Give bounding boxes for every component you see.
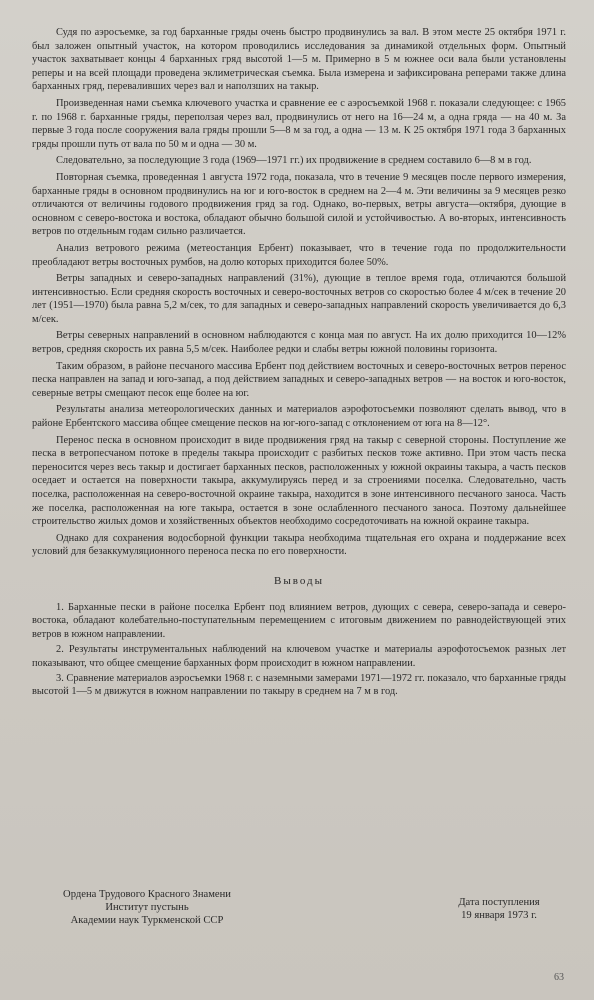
affiliation-line: Институт пустынь xyxy=(105,902,189,913)
paragraph: Таким образом, в районе песчаного массива Ербент под действием восточных и северо-восточных ветров перенос песка направлен на запад и юго-запад, а под действием западных и северо-западных ветров — на восток и юго-восток, северные ветры смещают песок еще более на юг. xyxy=(32,360,566,399)
article-body xyxy=(32,26,566,559)
paragraph: Судя по аэросъемке, за год барханные гряды очень быстро продвинулись за вал. В этом месте 25 октября 1971 г. был заложен опытный участок, на котором проводились исследования за динамикой отдельных форм. Опытный участок захватывает концы 4 барханных гряд высотой 1—5 м. Примерно в 5 м южнее оси вала были установлены реперы и на всей площади проведена эклиметрическая съемка. Была измерена и зафиксирована реперами также длина барханных гряд, переваливших через вал и наползших на такыр. xyxy=(32,27,566,93)
affiliation-line: Ордена Трудового Красного Знамени xyxy=(63,889,231,900)
paragraph: Ветры западных и северо-западных направлений (31%), дующие в теплое время года, отличаются большой интенсивностью. Если средняя скорость восточных и северо-восточных ветров со скоростью более 4 м/сек в течение 20 лет (1951—1970) была равна 5,2 м/сек, то для западных и северо-западных направлений скорость увеличивается до 6,3 м/сек. xyxy=(32,273,566,325)
conclusion-item: 2. Результаты инструментальных наблюдений на ключевом участке и материалы аэрофотосъемок разных лет показывают, что общее смещение барханных форм происходит в южном направлении. xyxy=(32,644,566,669)
paragraph: Однако для сохранения водосборной функции такыра необходима тщательная его охрана и поддержание всех условий для безаккумуляционного переноса песка по его поверхности. xyxy=(32,532,566,558)
conclusions-heading: Выводы xyxy=(273,574,325,587)
paragraph: Перенос песка в основном происходит в виде продвижения гряд на такыр с северной стороны. Поступление же песка в ветропесчаном потоке в пределы такыра происходит с разбитых песков тоже активно. При этом часть песка переносится через весь такыр и достигает барханных песков, расположенных у южной окраины такыра, а часть песков оседает и остается на поверхности такыра, аккумулируясь перед и за строениями поселка. Следовательно, часть поселка, расположенная на северо-восточной окраине такыра, находится в зоне интенсивного песчаного заноса. Часть же поселка, расположенная на юге такыра, остается в зоне ослабленного песчаного заноса. Поэтому дальнейшее строительство жилых домов и хозяйственных объектов необходимо сосредоточивать на южной окраине такыра. xyxy=(32,434,566,528)
paragraph: Анализ ветрового режима (метеостанция Ербент) показывает, что в течение года по продолжительности преобладают ветры восточных румбов, на долю которых приходится более 50%. xyxy=(32,242,566,268)
page-number: 63 xyxy=(554,972,564,983)
paragraph: Ветры северных направлений в основном наблюдаются с конца мая по август. На их долю приходится 10—12% ветров, средняя скорость их равна 5,5 м/сек. Наиболее редки и слабы ветры южной половины горизонта. xyxy=(32,330,566,356)
conclusion-item: 1. Барханные пески в районе поселка Ербент под влиянием ветров, дующих с севера, северо-запада и северо-востока, обладают колебательно-поступательным перемещением с итоговым движением по равнодействующей этих ветров в южном направлении. xyxy=(32,601,566,640)
received-date: 19 января 1973 г. xyxy=(461,910,537,921)
received-label: Дата поступления xyxy=(458,897,540,908)
paragraph: Результаты анализа метеорологических данных и материалов аэрофотосъемки позволяют сделать вывод, что в районе Ербентского массива общее смещение песков на юг-юго-запад с отклонением от юга на 8—12°. xyxy=(32,404,566,430)
conclusion-item: 3. Сравнение материалов аэросъемки 1968 г. с наземными замерами 1971—1972 гг. показало, что барханные гряды высотой 1—5 м движутся в южном направлении по такыру в среднем на 7 м в год. xyxy=(32,673,566,698)
paragraph: Повторная съемка, проведенная 1 августа 1972 года, показала, что в течение 9 месяцев после первого измерения, барханные гряды в основном продвинулись на юг и юго-восток в среднем на 2—4 м. Эти величины за 9 месяцев резко отличаются от величины годового продвижения гряд за год. Однако, во-первых, ветры августа—октября, дующие в основном с северо-востока и востока, обладают обычно большой силой и устойчивостью. А во-вторых, интенсивность ветров по отдельным годам сильно различается. xyxy=(32,171,566,238)
paragraph: Следовательно, за последующие 3 года (1969—1971 гг.) их продвижение в среднем составило 6—8 м в год. xyxy=(56,155,532,167)
affiliation-line: Академии наук Туркменской ССР xyxy=(70,915,224,926)
conclusions-list xyxy=(32,601,566,699)
received-date-block xyxy=(434,896,564,922)
affiliation xyxy=(22,888,272,927)
paragraph: Произведенная нами съемка ключевого участка и сравнение ее с аэросъемкой 1968 г. показали следующее: с 1965 г. по 1968 г. барханные гряды, переползая через вал, продвинулись от него на 16—24 м, а одна гряда — на 40 м. За первые 3 года после сооружения вала гряды прошли 5—8 м за год, а одна — 13 м. К 25 октября 1971 года 3 барханных гряды прошли путь от вала по 50 м и одна — 30 м. xyxy=(32,97,566,150)
